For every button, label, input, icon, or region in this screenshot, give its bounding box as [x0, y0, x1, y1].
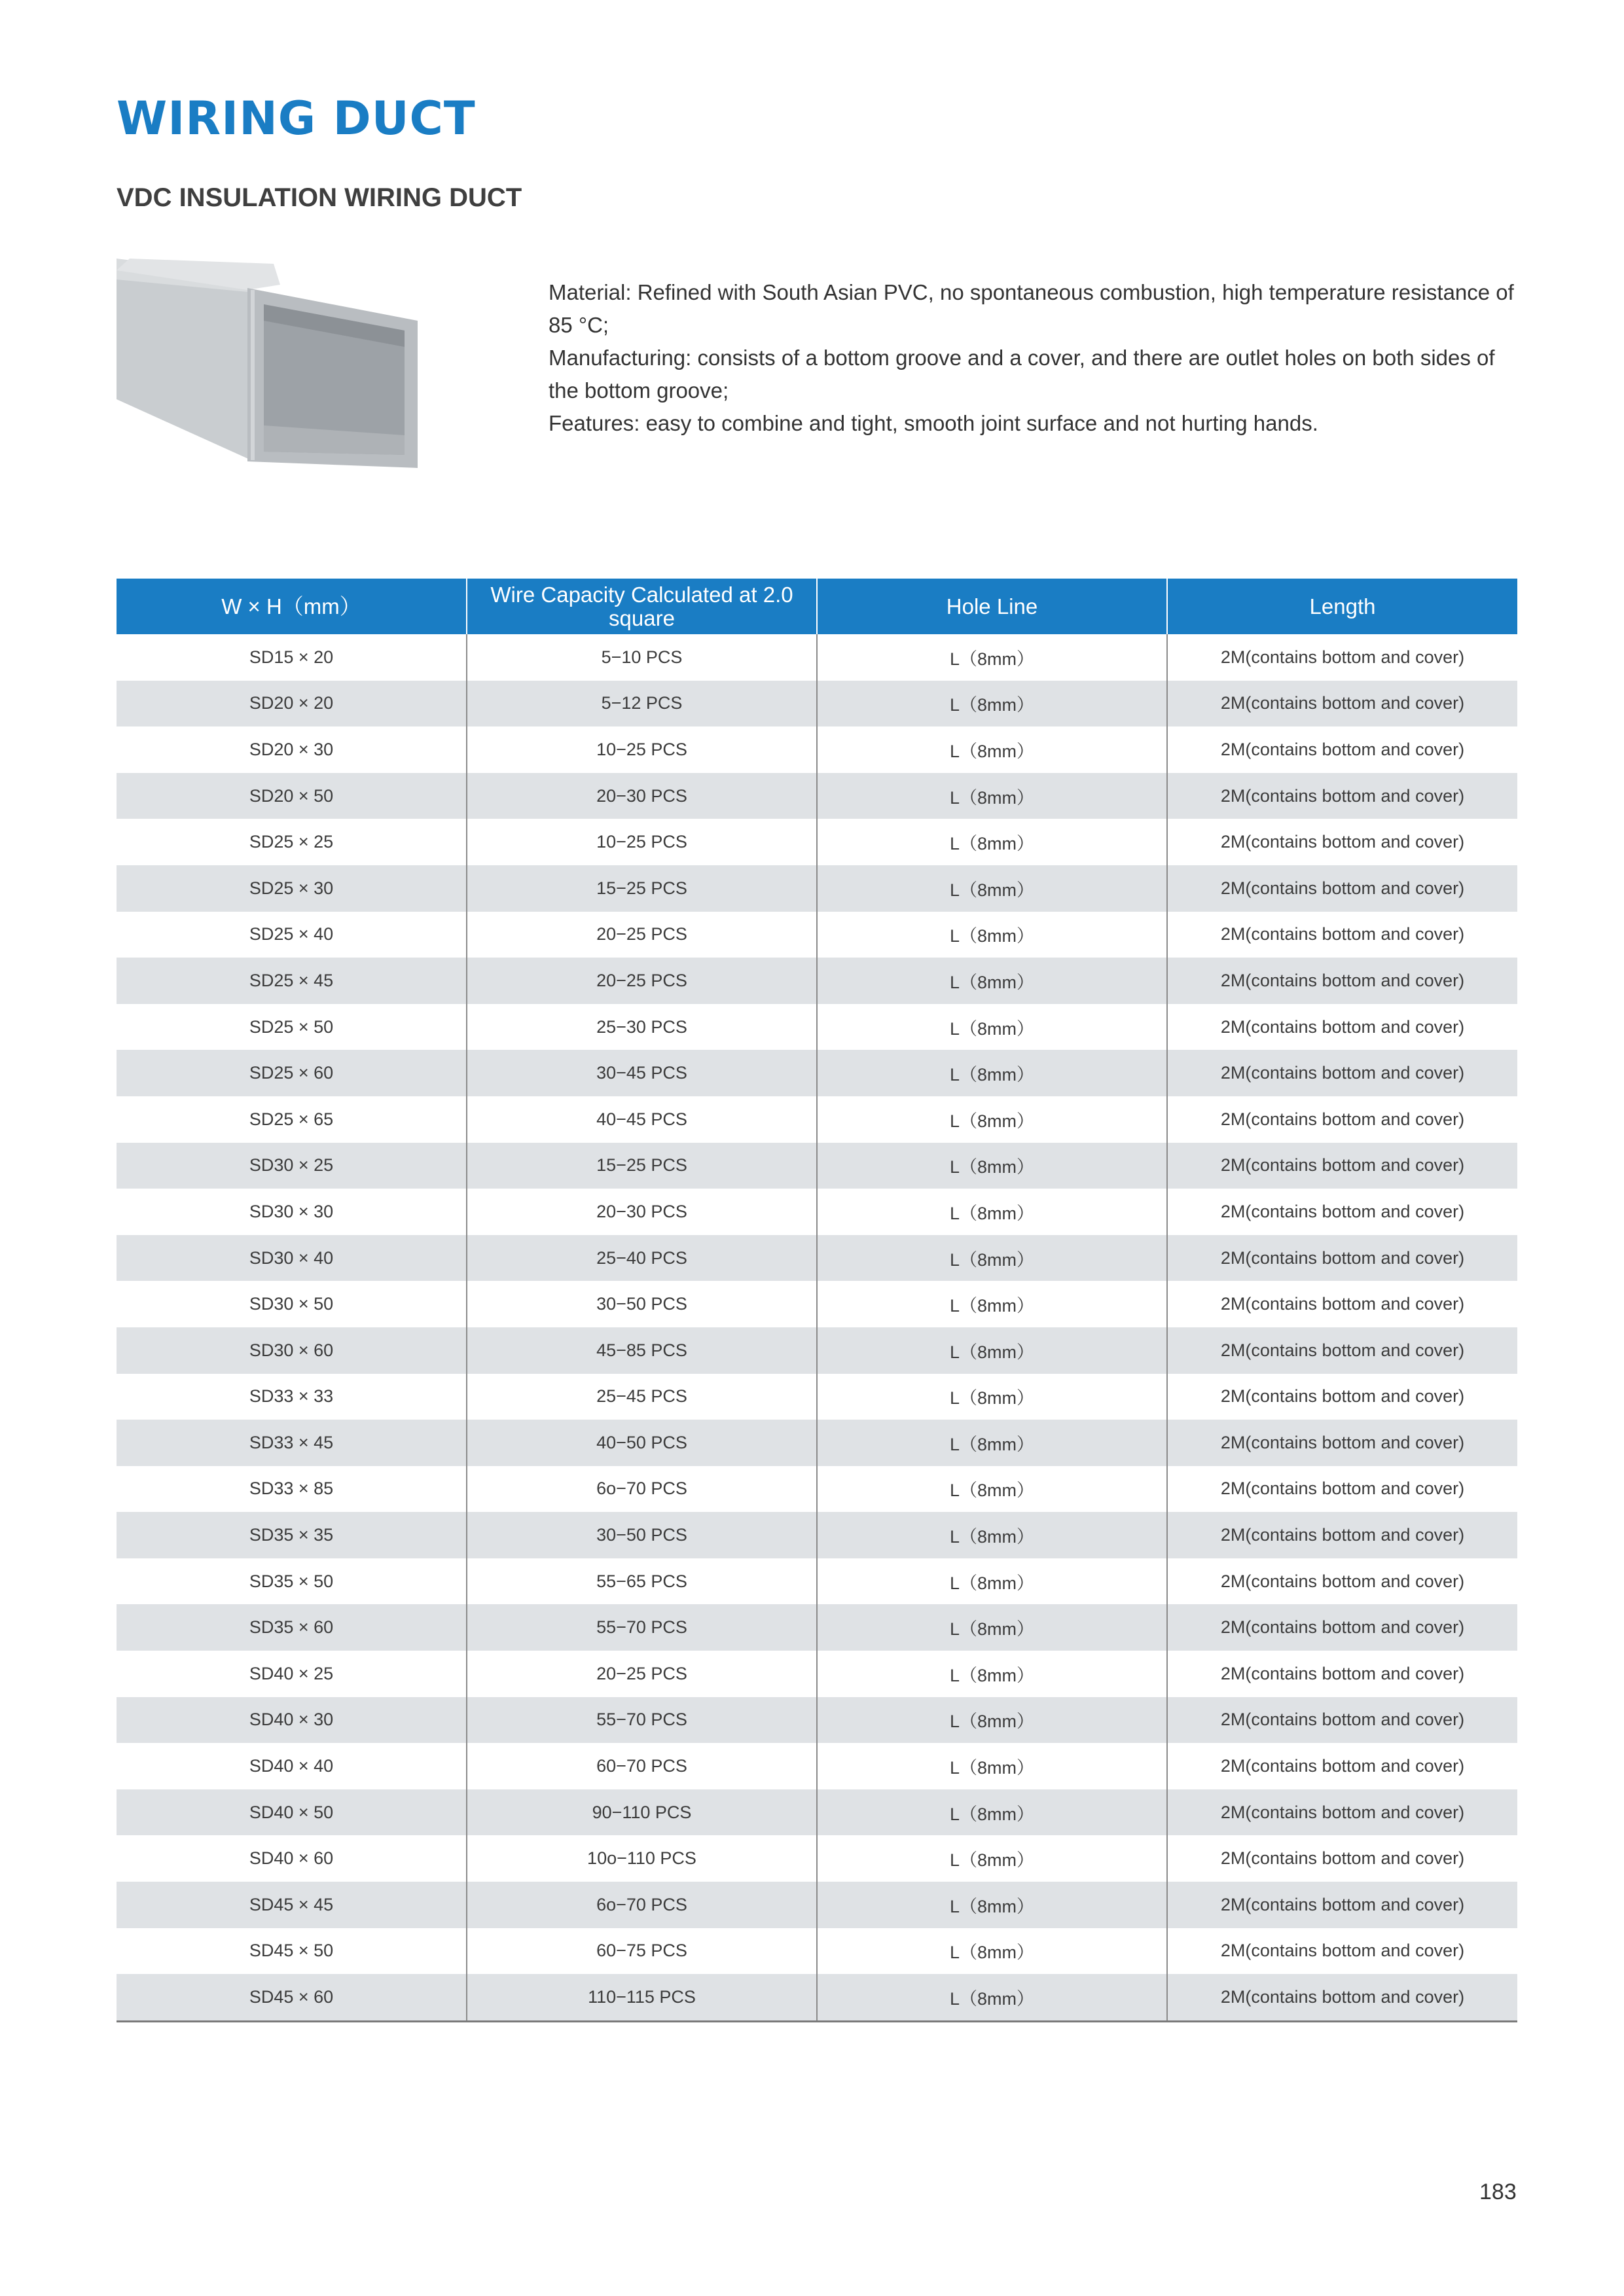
- cell-length: 2M(contains bottom and cover): [1167, 634, 1517, 681]
- cell-length: 2M(contains bottom and cover): [1167, 681, 1517, 727]
- cell-hole-line: L（8mm）: [817, 865, 1167, 912]
- cell-length: 2M(contains bottom and cover): [1167, 1235, 1517, 1282]
- cell-wire-capacity: 60−70 PCS: [467, 1743, 817, 1789]
- cell-hole-line: L（8mm）: [817, 1420, 1167, 1466]
- cell-wire-capacity: 20−25 PCS: [467, 912, 817, 958]
- header-dimensions: W × H（mm）: [117, 579, 467, 634]
- cell-hole-line: L（8mm）: [817, 1835, 1167, 1882]
- header-wire-capacity: Wire Capacity Calculated at 2.0 square: [467, 579, 817, 634]
- cell-wire-capacity: 60−75 PCS: [467, 1928, 817, 1975]
- table-row: [117, 1697, 1517, 1744]
- cell-dimensions: SD25 × 50: [117, 1004, 467, 1050]
- cell-dimensions: SD33 × 33: [117, 1374, 467, 1420]
- cell-length: 2M(contains bottom and cover): [1167, 1604, 1517, 1651]
- cell-wire-capacity: 20−30 PCS: [467, 773, 817, 819]
- cell-dimensions: SD30 × 40: [117, 1235, 467, 1282]
- cell-dimensions: SD40 × 50: [117, 1789, 467, 1836]
- table-row: [117, 1974, 1517, 2021]
- cell-hole-line: L（8mm）: [817, 1143, 1167, 1189]
- cell-length: 2M(contains bottom and cover): [1167, 958, 1517, 1004]
- cell-wire-capacity: 20−25 PCS: [467, 958, 817, 1004]
- table-row: [117, 1882, 1517, 1928]
- table-row: [117, 1789, 1517, 1836]
- cell-wire-capacity: 6o−70 PCS: [467, 1882, 817, 1928]
- table-row: [117, 1281, 1517, 1327]
- cell-length: 2M(contains bottom and cover): [1167, 1558, 1517, 1605]
- spec-table: [117, 579, 1517, 2022]
- cell-wire-capacity: 15−25 PCS: [467, 865, 817, 912]
- cell-wire-capacity: 30−50 PCS: [467, 1281, 817, 1327]
- table-row: [117, 1004, 1517, 1050]
- cell-dimensions: SD40 × 25: [117, 1651, 467, 1697]
- cell-length: 2M(contains bottom and cover): [1167, 819, 1517, 865]
- cell-dimensions: SD35 × 35: [117, 1512, 467, 1558]
- table-row: [117, 1928, 1517, 1975]
- cell-dimensions: SD25 × 25: [117, 819, 467, 865]
- description-features: Features: easy to combine and tight, smooth joint surface and not hurting hands.: [549, 411, 1318, 435]
- cell-wire-capacity: 5−10 PCS: [467, 634, 817, 681]
- cell-dimensions: SD40 × 40: [117, 1743, 467, 1789]
- cell-hole-line: L（8mm）: [817, 681, 1167, 727]
- wiring-duct-photo: [117, 259, 418, 468]
- cell-length: 2M(contains bottom and cover): [1167, 1327, 1517, 1374]
- cell-hole-line: L（8mm）: [817, 1235, 1167, 1282]
- cell-dimensions: SD45 × 50: [117, 1928, 467, 1975]
- cell-wire-capacity: 20−25 PCS: [467, 1651, 817, 1697]
- cell-hole-line: L（8mm）: [817, 1651, 1167, 1697]
- cell-wire-capacity: 5−12 PCS: [467, 681, 817, 727]
- cell-length: 2M(contains bottom and cover): [1167, 1004, 1517, 1050]
- cell-length: 2M(contains bottom and cover): [1167, 1928, 1517, 1975]
- description-manufacturing: Manufacturing: consists of a bottom groove and a cover, and there are outlet holes on both sides of the bottom groove;: [549, 346, 1495, 403]
- cell-dimensions: SD40 × 60: [117, 1835, 467, 1882]
- cell-length: 2M(contains bottom and cover): [1167, 1189, 1517, 1235]
- cell-dimensions: SD20 × 20: [117, 681, 467, 727]
- cell-hole-line: L（8mm）: [817, 1697, 1167, 1744]
- cell-length: 2M(contains bottom and cover): [1167, 865, 1517, 912]
- cell-wire-capacity: 25−30 PCS: [467, 1004, 817, 1050]
- cell-length: 2M(contains bottom and cover): [1167, 726, 1517, 773]
- cell-length: 2M(contains bottom and cover): [1167, 1143, 1517, 1189]
- cell-dimensions: SD30 × 60: [117, 1327, 467, 1374]
- cell-length: 2M(contains bottom and cover): [1167, 1882, 1517, 1928]
- cell-hole-line: L（8mm）: [817, 1928, 1167, 1975]
- table-row: [117, 912, 1517, 958]
- table-row: [117, 634, 1517, 681]
- cell-dimensions: SD25 × 60: [117, 1050, 467, 1096]
- product-description: [549, 276, 1524, 440]
- cell-dimensions: SD45 × 60: [117, 1974, 467, 2021]
- page-title: WIRING DUCT: [117, 92, 476, 145]
- table-row: [117, 1189, 1517, 1235]
- cell-wire-capacity: 6o−70 PCS: [467, 1466, 817, 1513]
- description-material: Material: Refined with South Asian PVC, no spontaneous combustion, high temperature resistance of 85 °C;: [549, 280, 1514, 337]
- cell-wire-capacity: 55−65 PCS: [467, 1558, 817, 1605]
- cell-length: 2M(contains bottom and cover): [1167, 1835, 1517, 1882]
- cell-length: 2M(contains bottom and cover): [1167, 1697, 1517, 1744]
- cell-wire-capacity: 55−70 PCS: [467, 1604, 817, 1651]
- cell-dimensions: SD33 × 85: [117, 1466, 467, 1513]
- cell-dimensions: SD30 × 30: [117, 1189, 467, 1235]
- cell-wire-capacity: 15−25 PCS: [467, 1143, 817, 1189]
- section-title: VDC INSULATION WIRING DUCT: [117, 183, 522, 212]
- cell-hole-line: L（8mm）: [817, 1974, 1167, 2021]
- cell-dimensions: SD15 × 20: [117, 634, 467, 681]
- cell-length: 2M(contains bottom and cover): [1167, 1974, 1517, 2021]
- cell-hole-line: L（8mm）: [817, 1743, 1167, 1789]
- cell-wire-capacity: 10−25 PCS: [467, 819, 817, 865]
- cell-wire-capacity: 25−45 PCS: [467, 1374, 817, 1420]
- table-row: [117, 1235, 1517, 1282]
- cell-wire-capacity: 40−45 PCS: [467, 1096, 817, 1143]
- cell-dimensions: SD35 × 60: [117, 1604, 467, 1651]
- cell-length: 2M(contains bottom and cover): [1167, 773, 1517, 819]
- cell-length: 2M(contains bottom and cover): [1167, 1743, 1517, 1789]
- cell-length: 2M(contains bottom and cover): [1167, 1512, 1517, 1558]
- cell-dimensions: SD20 × 50: [117, 773, 467, 819]
- cell-length: 2M(contains bottom and cover): [1167, 1096, 1517, 1143]
- cell-hole-line: L（8mm）: [817, 1281, 1167, 1327]
- cell-wire-capacity: 110−115 PCS: [467, 1974, 817, 2021]
- cell-hole-line: L（8mm）: [817, 773, 1167, 819]
- cell-dimensions: SD25 × 45: [117, 958, 467, 1004]
- cell-wire-capacity: 25−40 PCS: [467, 1235, 817, 1282]
- cell-dimensions: SD25 × 65: [117, 1096, 467, 1143]
- table-row: [117, 1558, 1517, 1605]
- cell-hole-line: L（8mm）: [817, 1789, 1167, 1836]
- cell-hole-line: L（8mm）: [817, 912, 1167, 958]
- table-row: [117, 1374, 1517, 1420]
- table-row: [117, 865, 1517, 912]
- cell-wire-capacity: 30−45 PCS: [467, 1050, 817, 1096]
- cell-hole-line: L（8mm）: [817, 634, 1167, 681]
- table-row: [117, 1143, 1517, 1189]
- cell-wire-capacity: 40−50 PCS: [467, 1420, 817, 1466]
- table-row: [117, 773, 1517, 819]
- cell-dimensions: SD30 × 50: [117, 1281, 467, 1327]
- cell-length: 2M(contains bottom and cover): [1167, 1789, 1517, 1836]
- cell-length: 2M(contains bottom and cover): [1167, 912, 1517, 958]
- duct-slot-line: [251, 290, 255, 460]
- cell-hole-line: L（8mm）: [817, 1189, 1167, 1235]
- cell-wire-capacity: 10o−110 PCS: [467, 1835, 817, 1882]
- cell-hole-line: L（8mm）: [817, 1327, 1167, 1374]
- table-row: [117, 1420, 1517, 1466]
- table-row: [117, 958, 1517, 1004]
- cell-wire-capacity: 90−110 PCS: [467, 1789, 817, 1836]
- cell-length: 2M(contains bottom and cover): [1167, 1374, 1517, 1420]
- cell-length: 2M(contains bottom and cover): [1167, 1281, 1517, 1327]
- table-row: [117, 1050, 1517, 1096]
- cell-hole-line: L（8mm）: [817, 1374, 1167, 1420]
- table-body: [117, 634, 1517, 2021]
- table-row: [117, 819, 1517, 865]
- table-row: [117, 1096, 1517, 1143]
- cell-dimensions: SD40 × 30: [117, 1697, 467, 1744]
- header-hole-line: Hole Line: [817, 579, 1167, 634]
- cell-dimensions: SD25 × 30: [117, 865, 467, 912]
- cell-hole-line: L（8mm）: [817, 1004, 1167, 1050]
- page-number: 183: [1479, 2179, 1517, 2204]
- cell-wire-capacity: 30−50 PCS: [467, 1512, 817, 1558]
- cell-dimensions: SD20 × 30: [117, 726, 467, 773]
- cell-hole-line: L（8mm）: [817, 1512, 1167, 1558]
- cell-hole-line: L（8mm）: [817, 1096, 1167, 1143]
- table-row: [117, 1327, 1517, 1374]
- cell-dimensions: SD45 × 45: [117, 1882, 467, 1928]
- table-row: [117, 1604, 1517, 1651]
- cell-wire-capacity: 10−25 PCS: [467, 726, 817, 773]
- cell-dimensions: SD33 × 45: [117, 1420, 467, 1466]
- cell-hole-line: L（8mm）: [817, 1466, 1167, 1513]
- table-row: [117, 1835, 1517, 1882]
- table-row: [117, 726, 1517, 773]
- cell-hole-line: L（8mm）: [817, 958, 1167, 1004]
- cell-hole-line: L（8mm）: [817, 819, 1167, 865]
- cell-wire-capacity: 20−30 PCS: [467, 1189, 817, 1235]
- cell-dimensions: SD30 × 25: [117, 1143, 467, 1189]
- cell-hole-line: L（8mm）: [817, 1882, 1167, 1928]
- header-length: Length: [1167, 579, 1517, 634]
- table-row: [117, 1466, 1517, 1513]
- cell-dimensions: SD25 × 40: [117, 912, 467, 958]
- cell-dimensions: SD35 × 50: [117, 1558, 467, 1605]
- cell-wire-capacity: 45−85 PCS: [467, 1327, 817, 1374]
- table-row: [117, 681, 1517, 727]
- cell-length: 2M(contains bottom and cover): [1167, 1466, 1517, 1513]
- cell-hole-line: L（8mm）: [817, 1050, 1167, 1096]
- cell-hole-line: L（8mm）: [817, 1558, 1167, 1605]
- table-row: [117, 1512, 1517, 1558]
- table-row: [117, 1651, 1517, 1697]
- cell-wire-capacity: 55−70 PCS: [467, 1697, 817, 1744]
- cell-hole-line: L（8mm）: [817, 1604, 1167, 1651]
- cell-length: 2M(contains bottom and cover): [1167, 1050, 1517, 1096]
- cell-length: 2M(contains bottom and cover): [1167, 1651, 1517, 1697]
- cell-length: 2M(contains bottom and cover): [1167, 1420, 1517, 1466]
- table-header-row: [117, 579, 1517, 634]
- table-row: [117, 1743, 1517, 1789]
- cell-hole-line: L（8mm）: [817, 726, 1167, 773]
